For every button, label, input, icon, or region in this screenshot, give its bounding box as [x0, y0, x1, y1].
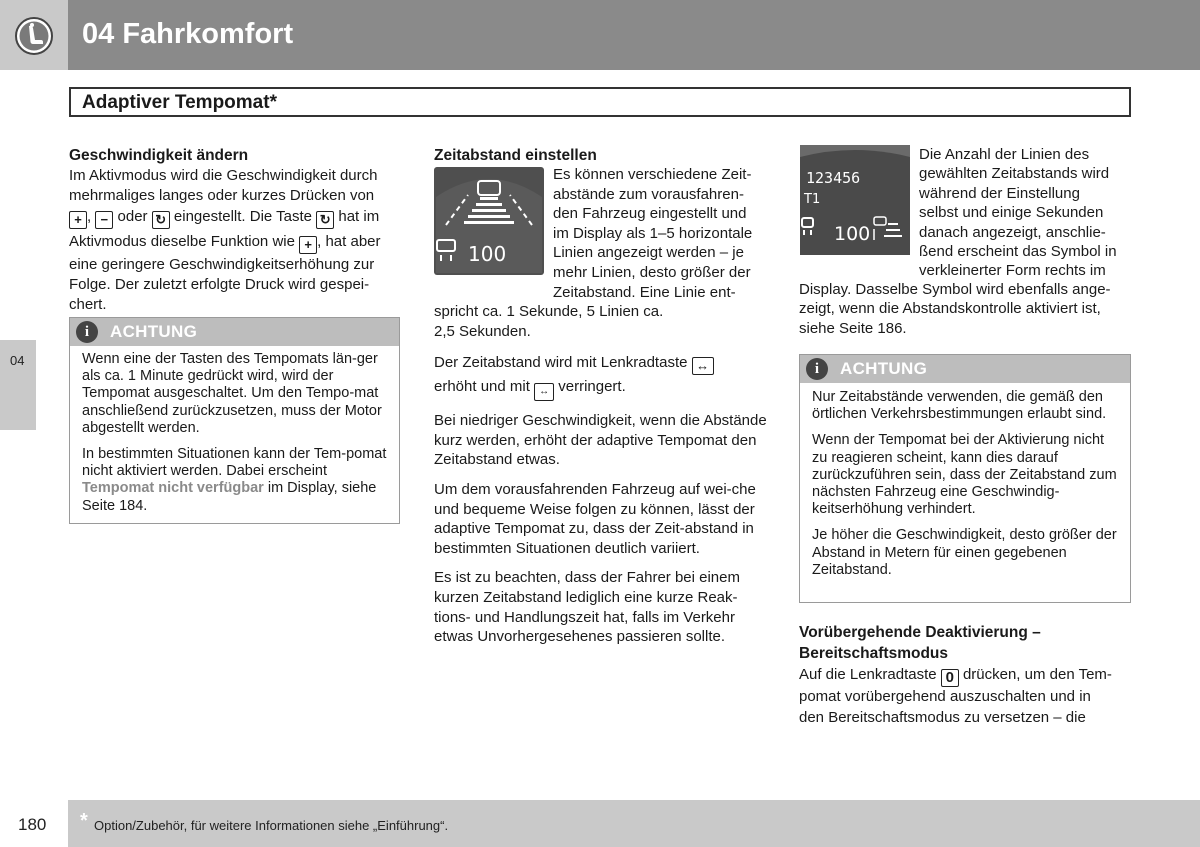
text-line: spricht ca. 1 Sekunde, 5 Linien ca. [434, 303, 664, 320]
text-line: Zeitabstand. Eine Linie ent- [553, 283, 736, 301]
text-hat-aber: , hat aber [317, 232, 381, 250]
text-line: mehr Linien, desto größer der [553, 263, 751, 281]
text-lenkradtaste: Der Zeitabstand wird mit Lenkradtaste [434, 354, 688, 372]
warning-paragraph: Wenn eine der Tasten des Tempomats län-ger als ca. 1 Minute gedrückt wird, wird der Tempomat ausgeschaltet. Um den Tempo-mat anschließend zurückzusetzen, muss der Motor abgestellt werden. [82, 351, 382, 436]
wrap-text-right [919, 145, 1139, 281]
zero-key-icon: 0 [941, 669, 959, 687]
text-line: im Display als 1–5 horizontale [553, 224, 753, 242]
info-icon: i [76, 321, 98, 343]
text-line [799, 665, 1139, 687]
text-line: selbst und einige Sekunden [919, 204, 1104, 222]
text-hat-im: hat im [338, 207, 380, 225]
instrument-display-image [800, 145, 910, 255]
text-eingestellt: eingestellt. Die Taste [173, 207, 313, 225]
display-odometer: 123456 [806, 169, 861, 187]
wrap-text-middle [553, 165, 773, 302]
page-number: 180 [18, 815, 47, 834]
plus-key-icon: + [299, 236, 317, 254]
warning-body [800, 383, 1130, 587]
heading-geschwindigkeit: Geschwindigkeit ändern [69, 147, 249, 164]
display-trip: T1 [804, 192, 821, 207]
seat-icon [14, 16, 54, 56]
warning-paragraph: Je höher die Geschwindigkeit, desto größer der Abstand in Metern für einen gegebenen Zeitabstand. [812, 527, 1117, 578]
warning-text: im Display, siehe Seite 184. [82, 480, 377, 514]
side-tab-label: 04 [10, 353, 25, 368]
separator: , [87, 207, 92, 225]
text-line: pomat vorübergehend auszuschalten und in [799, 688, 1091, 705]
text-line: ßend erscheint das Symbol in [919, 243, 1117, 261]
display-speed: 100 [834, 223, 871, 245]
warning-paragraph: Nur Zeitabstände verwenden, die gemäß den örtlichen Verkehrsbestimmungen erlaubt sind. [812, 389, 1107, 423]
resume-key-icon: ↻ [152, 211, 170, 229]
chapter-side-tab [0, 340, 36, 430]
warning-header [800, 355, 1130, 383]
warning-box-right [799, 354, 1131, 603]
column-left [69, 146, 401, 315]
text-line: abstände zum vorausfahren- [553, 185, 744, 203]
heading-deaktivierung: Vorübergehende Deaktivierung – [799, 624, 1041, 641]
warning-paragraph [82, 446, 387, 515]
text-aktivmodus: Aktivmodus dieselbe Funktion wie [69, 232, 295, 250]
display-speed: 100 [468, 242, 507, 266]
text-line: Es können verschiedene Zeit- [553, 166, 752, 183]
chapter-icon-box [0, 0, 68, 70]
display-message: Tempomat nicht verfügbar [82, 480, 264, 497]
text-line [69, 207, 401, 229]
warning-label: ACHTUNG [840, 359, 928, 378]
text-line: eine geringere Geschwindigkeitserhöhung zur [69, 255, 375, 273]
warning-label: ACHTUNG [110, 322, 198, 341]
text-druecken: drücken, um den Tem- [962, 666, 1112, 683]
text-line: während der Einstellung [919, 184, 1080, 202]
column-right-lower [799, 623, 1139, 728]
text-line: den Fahrzeug eingestellt und [553, 205, 747, 223]
text-line: Folge. Der zuletzt erfolgte Druck wird gespei- [69, 275, 370, 293]
info-icon: i [806, 358, 828, 380]
plus-key-icon: + [69, 211, 87, 229]
paragraph-geschwindigkeit [69, 166, 401, 315]
text-lenkradtaste: Auf die Lenkradtaste [799, 666, 937, 683]
heading-zeitabstand: Zeitabstand einstellen [434, 147, 597, 164]
text-line [69, 232, 401, 254]
text-line: Die Anzahl der Linien des [919, 146, 1090, 163]
paragraph: Um dem vorausfahrenden Fahrzeug auf wei-che und bequeme Weise folgen zu können, lässt der adaptive Tempomat zu, dass der Zeit-abstand in bestimmten Situationen deutlich variiert. [434, 480, 756, 557]
column-right-body [799, 280, 1133, 348]
section-title-box [69, 87, 1131, 117]
text-line: mehrmaliges langes oder kurzes Drücken von [69, 186, 375, 204]
text-erhoeht: erhöht und mit [434, 378, 530, 396]
text-line: gewählten Zeitabstands wird [919, 165, 1110, 183]
warning-header [70, 318, 399, 346]
instrument-display-icon [800, 145, 910, 255]
warning-paragraph: Wenn der Tempomat bei der Aktivierung nicht zu reagieren scheint, kann dies darauf zurückzuführen sein, dass der Zeitabstand zum nächsten Fahrzeug eine Geschwindig-keitserhöhung verhindert. [812, 432, 1117, 518]
text-line: Linien angezeigt werden – je [553, 244, 744, 262]
text-line: den Bereitschaftsmodus zu versetzen – die [799, 708, 1086, 726]
text-line: danach angezeigt, anschlie- [919, 223, 1106, 241]
distance-decrease-key-icon: ↔ [534, 383, 554, 401]
paragraph: Bei niedriger Geschwindigkeit, wenn die Abstände kurz werden, erhöht der adaptive Tempomat den Zeitabstand etwas. [434, 412, 767, 469]
footnote-star: * [80, 810, 88, 832]
footnote-text: Option/Zubehör, für weitere Informationen siehe „Einführung“. [94, 818, 449, 833]
warning-body [70, 346, 399, 523]
minus-key-icon: − [95, 211, 113, 229]
footer [68, 800, 1200, 847]
chapter-title: 04 Fahrkomfort [82, 18, 294, 50]
section-title: Adaptiver Tempomat* [82, 92, 277, 113]
distance-increase-key-icon: ↔ [692, 357, 714, 375]
column-middle-body [434, 302, 768, 657]
text-line: chert. [69, 295, 107, 313]
heading-bereitschaftsmodus: Bereitschaftsmodus [799, 644, 949, 662]
warning-text: In bestimmten Situationen kann der Tem-pomat nicht aktiviert werden. Dabei erscheint [82, 446, 387, 480]
distance-lines-icon [434, 167, 544, 275]
paragraph-lenkradtaste [434, 351, 768, 401]
text-verringert: verringert. [558, 378, 626, 396]
distance-display-image [434, 167, 544, 275]
paragraph: Es ist zu beachten, dass der Fahrer bei einem kurzen Zeitabstand lediglich eine kurze Reak-tions- und Handlungszeit hat, falls im Verkehr etwas Unvorhergesehenes passieren sollte. [434, 569, 740, 646]
text-oder: oder [117, 207, 148, 225]
text-line: Im Aktivmodus wird die Geschwindigkeit durch [69, 166, 378, 184]
text-line: 2,5 Sekunden. [434, 322, 531, 340]
resume-key-icon: ↻ [316, 211, 334, 229]
text-line: verkleinerter Form rechts im [919, 262, 1106, 280]
column-middle [434, 146, 768, 166]
warning-box-left [69, 317, 400, 524]
paragraph: Display. Dasselbe Symbol wird ebenfalls ange-zeigt, wenn die Abstandskontrolle aktiviert ist, siehe Seite 186. [799, 281, 1111, 337]
